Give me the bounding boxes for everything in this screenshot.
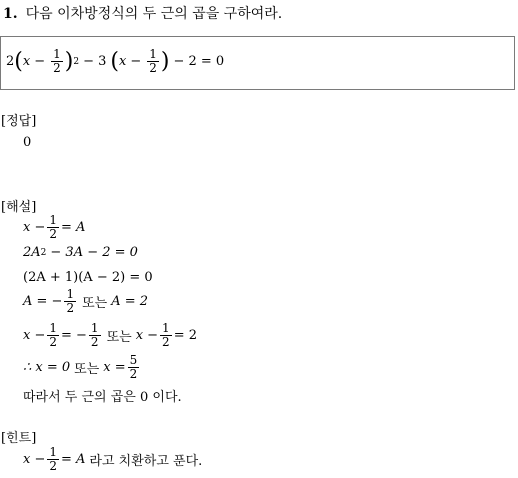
fraction: $\frac{1}{2}$: [53, 47, 61, 75]
question-equation: 2 ( x − $\frac{1}{2}$ ) 2 − 3 ( x − $\frac{1}{2}$ ) − 2 = 0: [6, 47, 225, 75]
question-text: 다음 이차방정식의 두 근의 곱을 구하여라.: [25, 6, 283, 22]
fraction: $\frac{1}{2}$: [149, 47, 157, 75]
fraction: $\frac{1}{2}$: [49, 213, 57, 241]
question-title: [3, 3, 282, 23]
solution-line-7: 따라서 두 근의 곱은 0 이다.: [23, 390, 182, 405]
fraction: $\frac{1}{2}$: [49, 321, 57, 349]
solution-line-6: ∴ x = 0 또는 x = $\frac{5}{2}$: [23, 353, 138, 381]
solution-label: [해설]: [1, 200, 37, 215]
solution-line-5: x − $\frac{1}{2}$ = − $\frac{1}{2}$ 또는 x − $\frac{1}{2}$ = 2: [23, 321, 197, 349]
fraction: $\frac{1}{2}$: [66, 287, 75, 315]
fraction: $\frac{1}{2}$: [49, 445, 57, 473]
answer-label: [정답]: [1, 114, 37, 129]
fraction: $\frac{1}{2}$: [162, 321, 170, 349]
answer-value: 0: [23, 135, 32, 150]
question-number: 1.: [3, 6, 18, 22]
solution-line-4: A = − $\frac{1}{2}$ 또는 A = 2: [23, 287, 149, 315]
solution-line-1: x − $\frac{1}{2}$ = A: [23, 213, 86, 241]
fraction: $\frac{1}{2}$: [90, 321, 99, 349]
hint-line: x − $\frac{1}{2}$ = A 라고 치환하고 푼다.: [23, 445, 203, 473]
fraction: $\frac{5}{2}$: [129, 353, 138, 381]
solution-line-3: (2A + 1)(A − 2) = 0: [23, 270, 153, 285]
solution-line-2: 2A 2 − 3A − 2 = 0: [23, 245, 138, 260]
hint-label: [힌트]: [1, 431, 37, 446]
